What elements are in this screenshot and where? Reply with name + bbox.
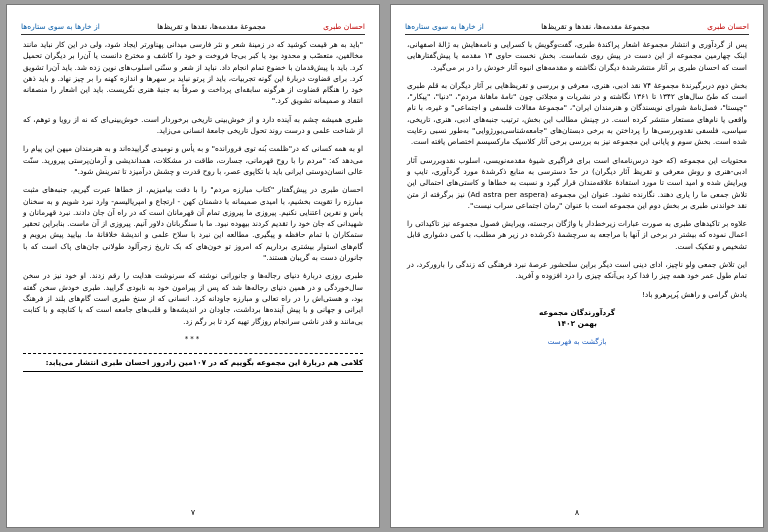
page-number: ۸ — [574, 508, 580, 517]
page-number: ۷ — [190, 508, 196, 517]
paragraph: بخش دوم دربرگیرندهٔ مجموعهٔ ۷۴ نقد ادبی، هنری، معرفی و بررسی و تقریظ‌هایی بر آثار دیگران به قلم طبری است که طیّ سال‌های ۱۳۴۲ تا ۱۳۶۱ نگاشته و در نشریات و مجلاتی چون "نامهٔ ماهانهٔ مردم"، "دنیا"، "پیکار"، "چیستا"، فصل‌نامهٔ شورای نویسندگان و هنرمندان ایران"، "مجموعهٔ مقالات فلسفی و اجتماعی" و غیره، با نام واقعی یا نام‌های مستعار منتشر کرده است. در چینش مطالب این بخش، ترتیب جنبه‌های ادبی، هنری، تاریخی، سیاسی، فلسفی نقدوبررسی‌ها را پرداختن به برخی دبستان‌های "جامعه‌شناسی‌بورژوایی" به‌طور نسبی رعایت شده است. بخش سوم و پایانی این مجموعه نیز به بررسی برخی آثار کلاسیک مارکسیسم اختصاص یافته است. — [407, 80, 748, 147]
quote-paragraph: "باید به هر قیمت کوشید که در زمینهٔ شعر و نثر فارسی میدانی پهناورتر ایجاد شود، ولی در این کار نباید مانند مخالفین، متعصّب و محدود بود یا کبر بی‌جا فروخت و خود را کاشف و مخترع دانست یا آن‌را بر دیگران تحمیل کرد. باید با پیش‌قدمان با خضوع تمام انجام داد. نباید از شعر و سنّتی اسلوب‌های نوین زده شد. باید آن‌را تشویق کرد. برای قضاوت دربارهٔ این گونه تجربیات، باید از پرتو نباید بر سهرها و اندازه کهنه را بر چیز نهاد. و باید ذهن خود را هنگام قضاوت از هرگونه سابقه‌ای پرداخت و صرفاً به جنبهٔ هنری نگریست. باید این اشعار را منصفانه انتقاد و صمیمانه تشویق کرد." — [23, 40, 363, 106]
paragraph: محتویات این مجموعه (که خود درس‌نامه‌ای است برای فراگیری شیوهٔ مقدمه‌نویسی، اسلوب نقدوبررسی آثار ادبی-هنری و روش معرفی و تقریظ آثار دیگران) در حدّ دسترسی به منابع ذکرشدهٔ مورد گردآوری، تایپ و ویرایش شده و امید است تا مورد استفادهٔ علاقه‌مندان قرار گیرد و نسبت به خطاها و کاستی‌های احتمالی این تلاش جمعی ما را یاری دهند. نگارنده تشود. عنوان این مجموعه (Ad astra per aspera) نیز برگرفته از متن نقد خواندنی طبری بر بخش دوم این مجموعه است با عنوان "رمان اجتماعی سراب نیست". — [407, 155, 747, 210]
header-author: احسان طبری — [323, 22, 365, 31]
header-collection: مجموعهٔ مقدمه‌ها، نقدها و تقریظ‌ها — [157, 22, 266, 31]
paragraph: طبری روزی دربارهٔ دنیای رجاله‌ها و جانورانی نوشته که سرنوشت هدایت را رقم زدند. او خود نیز در سخن سال‌خوردگی و در همین دنیای رجاله‌ها شد که پس از پیرامون خود به نابودی گرایید. طبری خودش سخن گفته بود، و هستی‌اش را در راه تعالی و مبارزه جاودانه کرد. انسانی که از سنخ طبری است گام‌های بلند از فرهنگ ایرانی و جهانی و با پیش آینده‌ها برداشت، جاودان در اندیشه‌ها و قلب‌های جامعه است که با کتابچه و با کتابت بی‌مانند و قدر ناشی سرانجام روزگار تهیه کرد تا بر رگم زد. — [23, 271, 363, 326]
paragraph: طبری همیشه چشم به آینده دارد و از خوش‌بینی تاریخی برخوردار است. خوش‌بینی‌ای که نه از رویا و توهم، که از شناخت علمی و درست روند تحول تاریخی جامعهٔ انسانی می‌زاید. — [23, 114, 363, 136]
quote-paragraph: او به همه کسانی که در"ظلمت بُنه توی فرورانده" و به یأس و نومیدی گراییده‌اند و به هنرمندان میهن این پیام را می‌دهد که: "مردم را با روح قهرمانی، جسارت، طاقت در مشکلات، همداندیشی و آرمان‌پرستی پیرورید. سنّت عالی انسان‌دوستی ایرانی باید با تکاپوی عصر، با روح قدرت و چشش درآمیزد تا تمرینش شود." — [23, 144, 363, 176]
page-body — [407, 39, 747, 347]
closing-line: یادش گرامی و راهش پُرپرهرو باد! — [641, 289, 747, 299]
quote-paragraph: احسان طبری در پیش‌گفتار "کتاب مبارزه مردم" را با دقت بیامیزیم، از خطاها عبرت گیریم، جنبه‌های مثبت مبارزه را تقویت بخشیم، با امیدی صمیمانه با دشمنان کهن - ارتجاع و امپریالیسم- وارد نبرد شویم و به سخنان یأس و نفرین اعتنایی نکنیم. پیروزی ما پیروزی تمام آن قهرمانان است که در راه آن جان دادند. نبرد قهرمانان و شهیدانی که جان خود را تقدیم کردند بیهوده نبود. ما با سنگربانان دلاور آنیم. پیروزی از آن ماست. بنابراین تحقیر ستمکاران با تمام حافظه و پیگیری. مطالعه این نبرد با سلاح علمی و اندیشهٔ خلاقانهٔ ما. بیایید پیش برویم و گام‌های استوار بیشتری برداریم که امروز تو خون‌های که بک تاریخ زجرآلود طولانی جان‌های پاک است که با جانوران دست به گریبان هستند." — [23, 185, 363, 263]
paragraph: پس از گردآوری و انتشار مجموعهٔ اشعار پراکندهٔ طبری، گفت‌وگویش با کسرایی و نامه‌هایش به ژالهٔ اصفهانی، اینک چهارمین مجموعه از این دست در پیش روی شماست. بخش نخست حاوی ۱۳ مقدمه یا پیش‌گفتارهایی است که احسان طبری بر آثار منتشرشدهٔ دیگران نگاشته و مقدمه‌های انبوه آثار خودش را در بر می‌گیرد. — [407, 40, 747, 72]
signature: گردآورندگان مجموعه — [538, 307, 616, 317]
page-header — [21, 17, 365, 35]
header-collection: مجموعهٔ مقدمه‌ها، نقدها و تقریظ‌ها — [541, 22, 650, 31]
section-note: کلامی هم دربارهٔ این مجموعه بگوییم که در ۱۰۷مین زادروز احسان طبری انتشار می‌یابد: — [23, 353, 363, 372]
back-to-index-link[interactable]: بازگشت به فهرست — [547, 336, 607, 346]
signature-date: بهمن ۱۴۰۲ — [557, 319, 597, 329]
paragraph: علاوه بر تاکیدهای طبری به صورت عبارات زیرخط‌دار یا واژگان برجسته، ویرایش فصول مجموعه نیز تاکیداتی را اعمال نموده که بیشتر در برخی از آنها با مراجعه به سرچشمهٔ ذکرشده در زیر هر مطلب، با کمی دشواری قابل تشخیص و تفکیک است. — [407, 219, 747, 251]
page-body — [23, 39, 363, 372]
header-source: از خارها به سوی ستاره‌ها — [405, 22, 484, 31]
header-source: از خارها به سوی ستاره‌ها — [21, 22, 100, 31]
page-left — [6, 4, 380, 528]
section-divider: *** — [184, 334, 202, 343]
page-header — [405, 17, 749, 35]
paragraph: این تلاش جمعی ولو ناچیز، ادای دینی است دیگر براین سلحشور عرصهٔ نبرد فرهنگی که زندگی را بارورکرد، در تمام طول عمر خود همه چیز را فدا کرد بی‌آنکه چیزی را درد افزوده و آفرید. — [407, 260, 747, 281]
header-author: احسان طبری — [707, 22, 749, 31]
page-right — [390, 4, 764, 528]
